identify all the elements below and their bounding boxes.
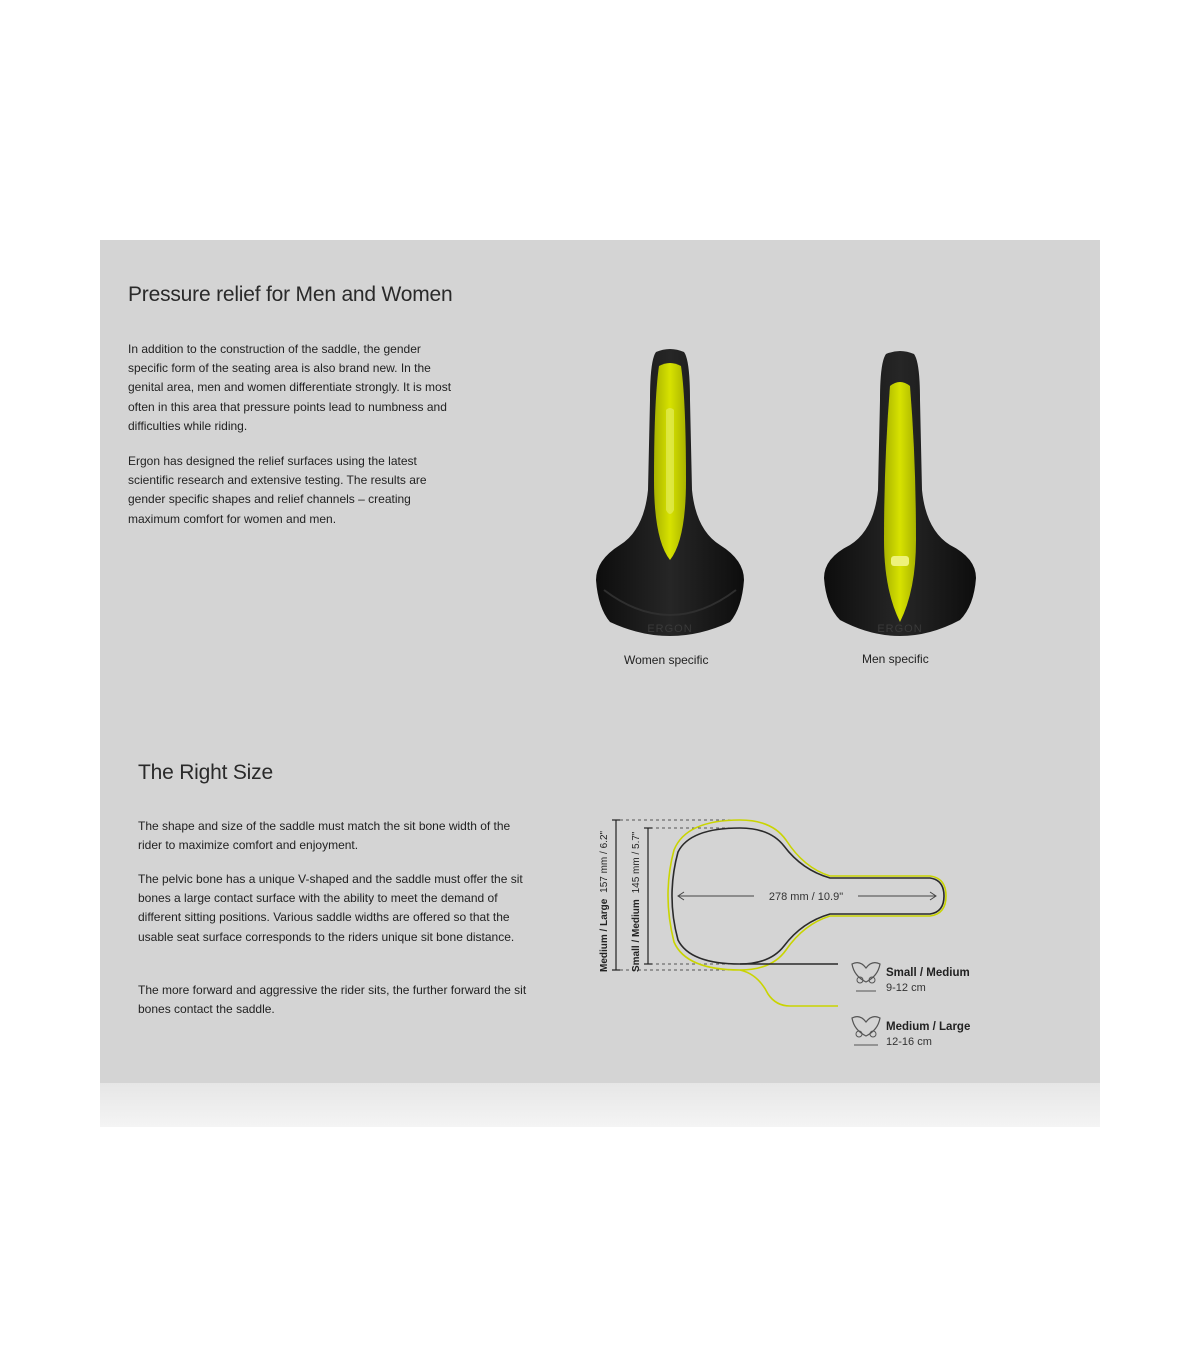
paragraph-size-2: The pelvic bone has a unique V-shaped and the saddle must offer the sit bones a large contact surface with the ability to meet the demand of different sitting positions. Various saddle widths are offered so that the usable seat surface corresponds to the riders unique sit bone distance. (138, 872, 523, 944)
width-label-medium-large: Medium / Large 157 mm / 6.2" (599, 830, 610, 972)
size-range-small-medium: 9-12 cm (886, 982, 926, 994)
length-label: 278 mm / 10.9" (768, 891, 844, 903)
size-name-small-medium: Small / Medium (886, 967, 970, 979)
caption-women-specific: Women specific (624, 653, 709, 667)
footer-strip (100, 1083, 1100, 1127)
section-title-right-size: The Right Size (138, 761, 273, 784)
size-range-medium-large: 12-16 cm (886, 1036, 932, 1048)
section-title-pressure-relief: Pressure relief for Men and Women (128, 283, 453, 306)
women-saddle-image (596, 349, 744, 636)
paragraph-size-1: The shape and size of the saddle must match the sit bone width of the rider to maximize comfort and enjoyment. (138, 819, 511, 853)
men-saddle-image (824, 351, 976, 636)
paragraph-pressure-1: In addition to the construction of the saddle, the gender specific form of the seating area is also brand new. In the genital area, men and women differentiate strongly. It is most often in this area that pressure points lead to numbness and difficulties while riding. (128, 342, 452, 433)
women-saddle-brand: ERGON (647, 623, 693, 635)
paragraph-pressure-2: Ergon has designed the relief surfaces using the latest scientific research and extensive testing. The results are gender specific shapes and relief channels – creating maximum comfort for women and men. (128, 454, 427, 526)
pelvis-icon-medium-large (852, 1017, 880, 1045)
width-label-small-medium: Small / Medium 145 mm / 5.7" (631, 831, 642, 972)
paragraph-size-3: The more forward and aggressive the rider sits, the further forward the sit bones contact the saddle. (138, 983, 527, 1017)
caption-men-specific: Men specific (862, 652, 929, 666)
saddle-size-diagram (590, 810, 1000, 1060)
pelvis-icon-small-medium (852, 963, 880, 991)
saddles-illustration (580, 340, 1000, 650)
men-saddle-brand: ERGON (877, 623, 923, 635)
size-name-medium-large: Medium / Large (886, 1021, 971, 1033)
